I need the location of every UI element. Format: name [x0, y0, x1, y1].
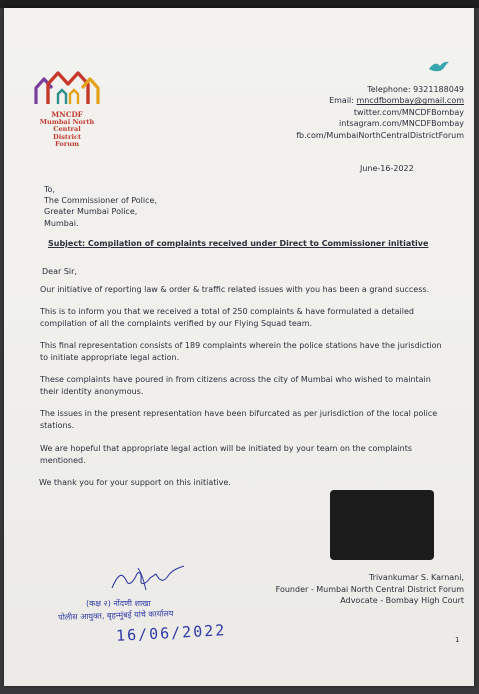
paragraph-line: These complaints have poured in from citizens across the city of Mumbai who wished to maintain: [40, 375, 431, 384]
paragraph: [40, 340, 460, 363]
stamp-line: पोलीस आयुक्त, बृहन्मुंबई यांचे कार्यालय: [58, 608, 174, 622]
paragraph-line: We are hopeful that appropriate legal action will be initiated by your team on the complaints: [40, 444, 413, 453]
paragraph-line: We thank you for your support on this initiative.: [39, 478, 231, 487]
paragraph-line: to initiate appropriate legal action.: [40, 352, 180, 362]
telephone-label: Telephone:: [367, 85, 411, 94]
logo-acronym: MNCDF: [51, 110, 83, 119]
paragraph-line: mentioned.: [40, 455, 86, 465]
logo-name-line: Mumbai North: [39, 117, 95, 126]
paragraph-line: stations.: [40, 420, 75, 430]
handwritten-date: 16/06/2022: [115, 621, 227, 645]
signatory-name: Trivankumar S. Karnani,: [368, 573, 464, 582]
address-line: Greater Mumbai Police,: [44, 207, 138, 217]
paragraph-line: compilation of all the complaints verified by our Flying Squad team.: [40, 318, 313, 328]
paragraph: [40, 443, 460, 466]
telephone-line: [204, 84, 464, 95]
letter-page: [4, 8, 474, 686]
paragraph-line: The issues in the present representation have been bifurcated as per jurisdiction of the local police: [40, 409, 438, 418]
paragraph: [40, 306, 460, 329]
signatory-title: Founder - Mumbai North Central District Forum: [275, 584, 464, 594]
paragraph-line: Our initiative of reporting law & order & traffic related issues with you has been a grand success.: [40, 285, 430, 294]
stamp-line: (कक्ष २) नोंदणी शाखा: [86, 599, 151, 608]
email-line: [204, 95, 464, 106]
page-number: 1: [455, 636, 460, 644]
paragraph: [39, 477, 459, 489]
signatory-title: Advocate - Bombay High Court: [340, 596, 464, 606]
bird-icon: [428, 60, 450, 74]
email-link[interactable]: mncdfbombay@gmail.com: [356, 96, 464, 106]
twitter-line: twitter.com/MNCDFBombay: [353, 107, 464, 117]
logo-name-line: Forum: [55, 140, 79, 149]
logo-name-line: Central: [53, 125, 81, 134]
paragraph: [40, 408, 460, 431]
top-bar: [0, 0, 479, 8]
paragraph: [40, 374, 460, 397]
recipient-address: [44, 184, 157, 229]
salutation: Dear Sir,: [42, 267, 77, 276]
paragraph-line: their identity anonymous.: [40, 386, 144, 396]
paragraph-line: This is to inform you that we received a total of 250 complaints & have formulated a detailed: [40, 307, 414, 316]
subject-line: Subject: Compilation of complaints received under Direct to Commissioner initiative: [48, 239, 429, 248]
logo: [32, 70, 102, 148]
logo-name-line: District: [52, 132, 82, 141]
address-line: Mumbai.: [44, 218, 79, 228]
paragraph: [40, 284, 460, 296]
telephone-value: 9321188049: [413, 85, 464, 94]
receipt-stamp: [58, 580, 258, 650]
logo-house-icon: [32, 70, 102, 106]
facebook-line: fb.com/MumbaiNorthCentralDistrictForum: [296, 130, 464, 140]
redacted-signature: [330, 490, 434, 560]
email-label: Email:: [329, 96, 354, 106]
letter-date: June-16-2022: [360, 164, 414, 173]
contact-block: [204, 84, 464, 141]
paragraph-line: This final representation consists of 189 complaints wherein the police stations have the jurisdiction: [40, 341, 442, 350]
address-line: To,: [44, 185, 55, 194]
instagram-line: intsagram.com/MNCDFBombay: [338, 119, 464, 129]
stamp-signature-scribble: [108, 564, 188, 594]
address-line: The Commissioner of Police,: [44, 196, 157, 206]
